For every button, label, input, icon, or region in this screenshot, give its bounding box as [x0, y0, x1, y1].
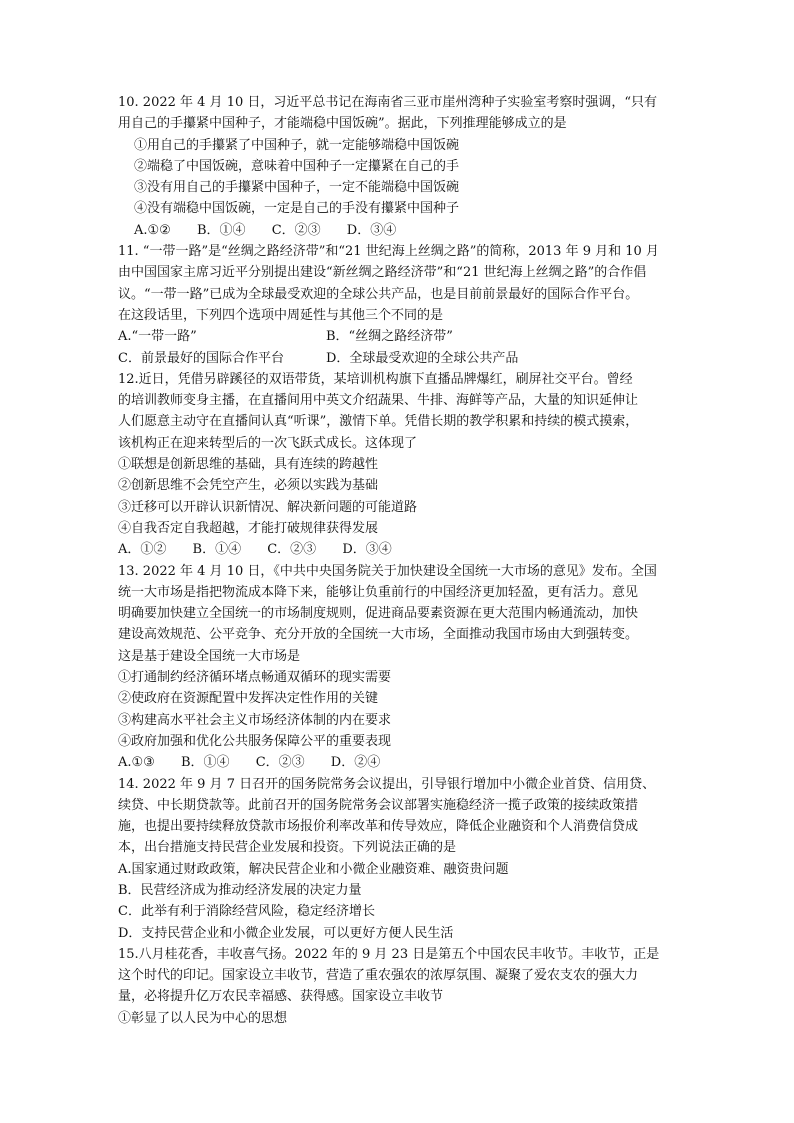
question-stem-line: 在这段话里，下列四个选项中周延性与其他三个不同的是 — [118, 307, 444, 323]
answer-choices — [118, 220, 678, 241]
question-12 — [118, 369, 678, 561]
choice-a: A．①② — [118, 542, 167, 558]
option-b: B．民营经济成为推动经济发展的决定力量 — [118, 882, 362, 898]
option-row — [118, 348, 678, 369]
question-14 — [118, 774, 678, 944]
statement-item: ④没有端稳中国饭碗，一定是自己的手没有攥紧中国种子 — [134, 201, 460, 217]
option-c: C．此举有利于消除经营风险，稳定经济增长 — [118, 904, 375, 920]
question-10 — [118, 92, 678, 241]
option-c: C．前景最好的国际合作平台 — [118, 350, 284, 366]
statement-item: ①联想是创新思维的基础，具有连续的跨越性 — [118, 457, 379, 473]
question-stem-line: 的培训教师变身主播，在直播间用中英文介绍蔬果、牛排、海鲜等产品，大量的知识延伸让 — [118, 393, 639, 409]
answer-choices — [118, 752, 678, 773]
statement-item: ②端稳了中国饭碗，意味着中国种子一定攥紧在自己的手 — [134, 158, 460, 174]
question-stem-line: 明确要加快建立全国统一的市场制度规则，促进商品要素资源在更大范围内畅通流动，加快 — [118, 606, 639, 622]
question-stem-line: 本，出台措施支持民营企业发展和投资。下列说法正确的是 — [118, 840, 457, 856]
statement-item: ②使政府在资源配置中发挥决定性作用的关键 — [118, 691, 379, 707]
question-stem-line: 量，必将提升亿万农民幸福感、获得感。国家设立丰收节 — [118, 989, 444, 1005]
option-row — [118, 326, 678, 347]
choice-c: C．②③ — [271, 222, 321, 238]
question-stem-line: 用自己的手攥紧中国种子，才能端稳中国饭碗”。据此，下列推理能够成立的是 — [118, 116, 567, 132]
choice-b: B．①④ — [192, 542, 242, 558]
statement-item: ③迁移可以开辟认识新情况、解决新问题的可能道路 — [118, 499, 418, 515]
question-15 — [118, 944, 678, 1029]
exam-page — [118, 92, 678, 1029]
statement-item: ②创新思维不会凭空产生，必须以实践为基础 — [118, 478, 379, 494]
choice-a: A.①③ — [118, 755, 155, 771]
option-a: A.“一带一路” — [118, 329, 197, 345]
question-stem-line: 施，也提出要持续释放贷款市场报价利率改革和传导效应，降低企业融资和个人消费信贷成 — [118, 819, 639, 835]
question-stem-line: 议。“一带一路”已成为全球最受欢迎的全球公共产品，也是目前前景最好的国际合作平台。 — [118, 286, 639, 302]
statement-item: ④政府加强和优化公共服务保障公平的重要表现 — [118, 733, 392, 749]
choice-b: B．①④ — [180, 755, 230, 771]
question-stem-line: 10. 2022 年 4 月 10 日，习近平总书记在海南省三亚市崖州湾种子实验室考察时强调，“只有 — [118, 95, 658, 110]
question-stem-line: 人们愿意主动守在直播间认真“听课”，激情下单。凭借长期的教学积累和持续的模式摸索， — [118, 414, 639, 430]
question-stem-line: 这个时代的印记。国家设立丰收节，营造了重农强农的浓厚氛围、凝聚了爱农支农的强大力 — [118, 968, 639, 984]
question-stem-line: 由中国国家主席习近平分别提出建设“新丝绸之路经济带”和“21 世纪海上丝绸之路”的合作倡 — [118, 265, 647, 281]
choice-b: B．①④ — [196, 222, 246, 238]
option-d: D．支持民营企业和小微企业发展，可以更好方便人民生活 — [118, 925, 454, 941]
choice-c: C．②③ — [255, 755, 305, 771]
answer-choices — [118, 539, 678, 560]
question-stem-line: 建设高效规范、公平竞争、充分开放的全国统一大市场，全面推动我国市场由大到强转变。 — [118, 627, 639, 643]
question-stem-line: 11. “一带一路”是“丝绸之路经济带”和“21 世纪海上丝绸之路”的简称，2013 年 9 月和 10 月 — [118, 244, 659, 260]
option-a: A.国家通过财政政策，解决民营企业和小微企业融资难、融资贵问题 — [118, 861, 509, 877]
question-stem-line: 12.近日，凭借另辟蹊径的双语带货，某培训机构旗下直播品牌爆红，刷屏社交平台。曾经 — [118, 371, 633, 387]
choice-c: C．②③ — [267, 542, 317, 558]
statement-item: ①打通制约经济循环堵点畅通双循环的现实需要 — [118, 670, 392, 686]
statement-item: ④自我否定自我超越，才能打破规律获得发展 — [118, 520, 379, 536]
choice-d: D．②④ — [330, 755, 381, 771]
option-b: B．“丝绸之路经济带” — [326, 329, 453, 345]
question-11 — [118, 241, 678, 369]
statement-item: ①彰显了以人民为中心的思想 — [118, 1010, 288, 1026]
question-stem-line: 15.八月桂花香，丰收喜气扬。2022 年的 9 月 23 日是第五个中国农民丰收节。丰收节，正是 — [118, 946, 660, 962]
option-d: D．全球最受欢迎的全球公共产品 — [326, 350, 519, 366]
statement-item: ③没有用自己的手攥紧中国种子，一定不能端稳中国饭碗 — [134, 180, 460, 196]
question-stem-line: 13. 2022 年 4 月 10 日，《中共中央国务院关于加快建设全国统一大市场的意见》发布。全国 — [118, 563, 657, 579]
statement-item: ①用自己的手攥紧了中国种子，就一定能够端稳中国饭碗 — [134, 137, 460, 153]
question-13 — [118, 561, 678, 774]
choice-a: A.①② — [134, 222, 171, 238]
question-stem-line: 续贷、中长期贷款等。此前召开的国务院常务会议部署实施稳经济一揽子政策的接续政策措 — [118, 797, 639, 813]
question-stem-line: 14. 2022 年 9 月 7 日召开的国务院常务会议提出，引导银行增加中小微企业首贷、信用贷、 — [118, 776, 656, 792]
choice-d: D．③④ — [342, 542, 392, 558]
question-stem-line: 该机构正在迎来转型后的一次飞跃式成长。这体现了 — [118, 435, 418, 451]
question-stem-line: 统一大市场是指把物流成本降下来，能够让负重前行的中国经济更加轻盈，更有活力。意见 — [118, 584, 639, 600]
question-stem-line: 这是基于建设全国统一大市场是 — [118, 648, 301, 664]
choice-d: D．③④ — [346, 222, 397, 238]
statement-item: ③构建高水平社会主义市场经济体制的内在要求 — [118, 712, 392, 728]
